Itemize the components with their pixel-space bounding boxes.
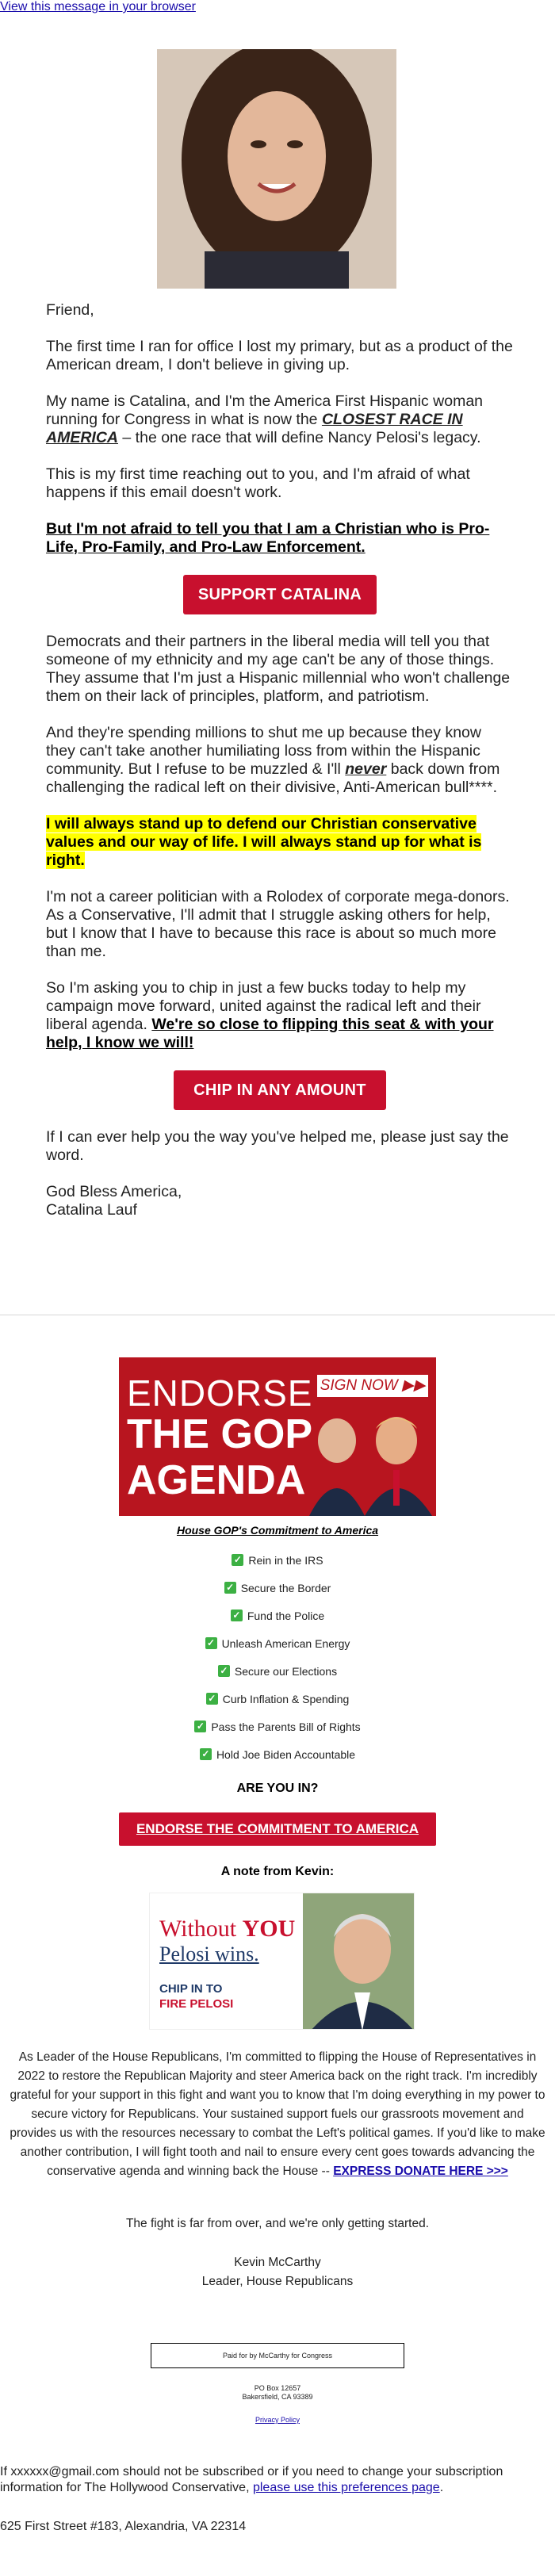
- express-donate-link[interactable]: EXPRESS DONATE HERE >>>: [333, 2165, 508, 2178]
- list-item: ✓ Curb Inflation & Spending: [0, 1685, 555, 1713]
- commitment-title: House GOP's Commitment to America: [176, 1524, 379, 1537]
- paid-for-box: Paid for by McCarthy for Congress: [151, 2343, 404, 2368]
- chip-in-button[interactable]: CHIP IN ANY AMOUNT: [174, 1070, 386, 1110]
- checkmark-icon: ✓: [231, 1610, 243, 1621]
- checkmark-icon: ✓: [200, 1748, 212, 1760]
- list-item: ✓ Secure the Border: [0, 1574, 555, 1602]
- list-item: ✓ Hold Joe Biden Accountable: [0, 1740, 555, 1768]
- subscription-footer: If xxxxxx@gmail.com should not be subscribed or if you need to change your subscription information for The Hollywood Conservative, please use this preferences page.: [0, 2465, 503, 2494]
- list-item: ✓ Secure our Elections: [0, 1657, 555, 1685]
- banner-line2: THE GOP AGENDA: [127, 1411, 313, 1503]
- candidate-photo: [157, 49, 396, 289]
- checkmark-icon: ✓: [194, 1721, 206, 1732]
- paragraph: Democrats and their partners in the liberal media will tell you that someone of my ethnicity and my age can't be any of those things. They assume that I'm just a Hispanic millennial who won't challenge them on their lack of principles, platform, and patriotism.: [46, 633, 511, 705]
- paragraph: And they're spending millions to shut me up because they know they can't take another humiliating loss from within the Hispanic community. But I refuse to be muzzled & I'll never back down from challenging the radical left on their divisive, Anti-American bull****.: [46, 724, 500, 796]
- endorse-gop-banner[interactable]: [119, 1357, 436, 1516]
- closest-race-emphasis: CLOSEST RACE IN AMERICA: [46, 411, 463, 446]
- greeting: Friend,: [46, 301, 94, 319]
- fight-statement: The fight is far from over, and we're only getting started.: [125, 2217, 430, 2230]
- paragraph: The first time I ran for office I lost my primary, but as a product of the American dream, I don't believe in giving up.: [46, 338, 513, 373]
- list-item: ✓ Fund the Police: [0, 1602, 555, 1629]
- note-from-heading: A note from Kevin:: [220, 1865, 335, 1878]
- flip-seat-link[interactable]: We're so close to flipping this seat & with your help, I know we will!: [46, 1016, 494, 1051]
- paragraph: My name is Catalina, and I'm the America First Hispanic woman running for Congress in what is now the CLOSEST RACE IN AMERICA – the one race that will define Nancy Pelosi's legacy.: [46, 392, 484, 446]
- list-item: ✓ Rein in the IRS: [0, 1546, 555, 1574]
- endorse-commitment-button[interactable]: ENDORSE THE COMMITMENT TO AMERICA: [119, 1812, 436, 1846]
- footer-address: 625 First Street #183, Alexandria, VA 22314: [0, 2520, 247, 2533]
- politicians-icon: [293, 1405, 436, 1516]
- support-catalina-button[interactable]: SUPPORT CATALINA: [183, 575, 377, 614]
- letter-body: [46, 301, 514, 1238]
- paragraph: So I'm asking you to chip in just a few bucks today to help my campaign move forward, united against the radical left and their liberal agenda. We're so close to flipping this seat & with your help, I know we will!: [46, 979, 494, 1051]
- closing: God Bless America, Catalina Lauf: [46, 1183, 182, 1219]
- list-item: ✓ Pass the Parents Bill of Rights: [0, 1713, 555, 1740]
- privacy-policy-link[interactable]: Privacy Policy: [255, 2416, 300, 2424]
- mailing-address: PO Box 12657 Bakersfield, CA 93389: [242, 2384, 313, 2401]
- checkmark-icon: ✓: [232, 1554, 243, 1566]
- fire-pelosi-label: FIRE PELOSI: [159, 1997, 234, 2011]
- kevin-portrait-icon: [303, 1893, 414, 2030]
- checkmark-icon: ✓: [224, 1582, 236, 1594]
- pelosi-subhead: Pelosi wins.: [159, 1943, 259, 1965]
- checkmark-icon: ✓: [205, 1637, 217, 1649]
- chip-in-label: CHIP IN TO: [159, 1982, 223, 1996]
- signature: Catalina Lauf: [46, 1201, 137, 1219]
- sign-now-badge: SIGN NOW ▶▶: [317, 1375, 428, 1397]
- checkmark-icon: ✓: [218, 1665, 230, 1677]
- kevin-signature: Kevin McCarthy Leader, House Republicans: [201, 2256, 354, 2288]
- kevin-note: As Leader of the House Republicans, I'm committed to flipping the House of Representatives in 2022 to restore the Republican Majority and steer America back on the right track. I'm incredibly grateful for your support in this fight and want you to know that I'm doing everything in my power to secure victory for Republicans. Your sustained support fuels our grassroots movement and provides us with the resources necessary to combat the Left's political games. If you'd like to make another contribution, I will fight tooth and nail to ensure every cent goes towards advancing the conservative agenda and winning back the House -- EXPRESS DONATE HERE >>>: [10, 2050, 545, 2178]
- list-item: ✓ Unleash American Energy: [0, 1629, 555, 1657]
- never-emphasis: never: [345, 760, 387, 778]
- checkmark-icon: ✓: [206, 1693, 218, 1705]
- paragraph: If I can ever help you the way you've helped me, please just say the word.: [46, 1128, 509, 1164]
- highlighted-paragraph: I will always stand up to defend our Christian conservative values and our way of life. I will always stand up for what is right.: [46, 815, 482, 869]
- pelosi-headline: Without YOU: [159, 1916, 296, 1942]
- view-in-browser-link[interactable]: View this message in your browser: [0, 0, 196, 13]
- paragraph: I'm not a career politician with a Rolodex of corporate mega-donors. As a Conservative, I'll admit that I struggle asking others for help, but I know that I have to because this race is about so much more than me.: [46, 888, 510, 960]
- preferences-link[interactable]: please use this preferences page: [252, 2481, 440, 2494]
- banner-line1: ENDORSE: [127, 1372, 313, 1414]
- christian-statement[interactable]: But I'm not afraid to tell you that I am a Christian who is Pro-Life, Pro-Family, and Pro-Law Enforcement.: [46, 520, 490, 556]
- are-you-in-heading: ARE YOU IN?: [236, 1782, 319, 1795]
- commitment-list: [0, 1546, 555, 1768]
- paragraph: This is my first time reaching out to you, and I'm afraid of what happens if this email doesn't work.: [46, 465, 470, 501]
- fire-pelosi-banner[interactable]: [149, 1893, 415, 2030]
